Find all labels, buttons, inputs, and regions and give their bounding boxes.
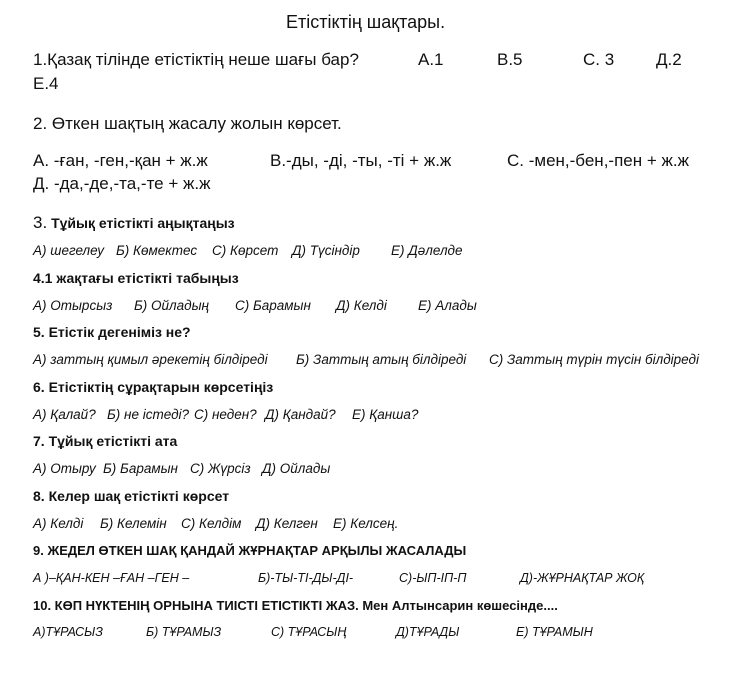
q2-option-b: В.-ды, -ді, -ты, -ті + ж.ж [270,151,452,170]
q6-option-a: А) Қалай? [33,407,96,422]
q2-option-a: А. -ған, -ген,-қан + ж.ж [33,151,208,170]
question-8: 8. Келер шақ етістікті көрсет [33,488,230,504]
q4-option-c: С) Барамын [235,298,311,313]
question-9: 9. ЖЕДЕЛ ӨТКЕН ШАҚ ҚАНДАЙ ЖҰРНАҚТАР АРҚЫЛЫ ЖАСАЛАДЫ [33,543,467,558]
q3-option-e: Е) Дәлелде [391,243,463,258]
q7-option-a: А) Отыру [33,461,96,476]
q8-option-b: Б) Келемін [100,516,167,531]
question-7: 7. Тұйық етістікті ата [33,433,178,449]
question-1: 1.Қазақ тілінде етістіктің неше шағы бар? [33,50,359,69]
q9-option-c: С)-ЫП-ІП-П [399,571,467,585]
q1-option-c: С. 3 [583,50,615,69]
question-2: 2. Өткен шақтың жасалу жолын көрсет. [33,114,342,133]
q4-option-e: Е) Алады [418,298,477,313]
q10-option-a: А)ТҰРАСЫЗ [33,625,103,639]
question-3 [33,213,235,233]
q8-option-d: Д) Келген [256,516,318,531]
q9-option-d: Д)-ЖҰРНАҚТАР ЖОҚ [520,571,645,585]
q4-option-b: Б) Ойладың [134,298,209,313]
q6-option-b: Б) не істеді? [107,407,190,422]
question-4: 4.1 жақтағы етістікті табыңыз [33,270,239,286]
q3-option-c: С) Көрсет [212,243,279,258]
q1-option-e: Е.4 [33,74,59,93]
q9-option-a: А )–ҚАН-КЕН –ҒАН –ГЕН – [33,571,190,585]
question-5: 5. Етістік дегеніміз не? [33,324,191,340]
q8-option-a: А) Келді [33,516,84,531]
q7-option-c: С) Жүрсіз [190,461,251,476]
q10-option-e: Е) ТҰРАМЫН [516,625,593,639]
q3-option-d: Д) Түсіндір [292,243,360,258]
q3-option-b: Б) Көмектес [116,243,198,258]
q6-option-c: С) неден? [194,407,257,422]
q10-option-c: С) ТҰРАСЫҢ [271,625,347,639]
q1-option-a: А.1 [418,50,444,69]
question-3-number: 3. [33,213,48,232]
q5-option-a: А) заттың қимыл әрекетің білдіреді [33,352,268,367]
question-6: 6. Етістіктің сұрақтарын көрсетіңіз [33,379,274,395]
q4-option-a: А) Отырсыз [33,298,113,313]
q7-option-b: Б) Барамын [103,461,178,476]
question-3-text: Тұйық етістікті аңықтаңыз [51,215,235,231]
q3-option-a: А) шегелеу [33,243,104,258]
q6-option-d: Д) Қандай? [265,407,336,422]
q10-option-b: Б) ТҰРАМЫЗ [146,625,222,639]
q4-option-d: Д) Келді [336,298,387,313]
question-10: 10. КӨП НҮКТЕНІҢ ОРНЫНА ТИІСТІ ЕТІСТІКТІ ЖАЗ. Мен Алтынсарин көшесінде.... [33,598,558,613]
q7-option-d: Д) Ойлады [262,461,331,476]
q5-option-b: Б) Заттың атың білдіреді [296,352,467,367]
q6-option-e: Е) Қанша? [352,407,419,422]
q2-option-c: С. -мен,-бен,-пен + ж.ж [507,151,689,170]
page-title: Етістіктің шақтары. [286,12,446,32]
q5-option-c: С) Заттың түрін түсін білдіреді [489,352,699,367]
q10-option-d: Д)ТҰРАДЫ [396,625,460,639]
q8-option-c: С) Келдім [181,516,242,531]
q2-option-d: Д. -да,-де,-та,-те + ж.ж [33,174,211,193]
q1-option-d: Д.2 [656,50,682,69]
q9-option-b: Б)-ТЫ-ТІ-ДЫ-ДІ- [258,571,354,585]
q8-option-e: Е) Келсең. [333,516,399,531]
q1-option-b: В.5 [497,50,523,69]
